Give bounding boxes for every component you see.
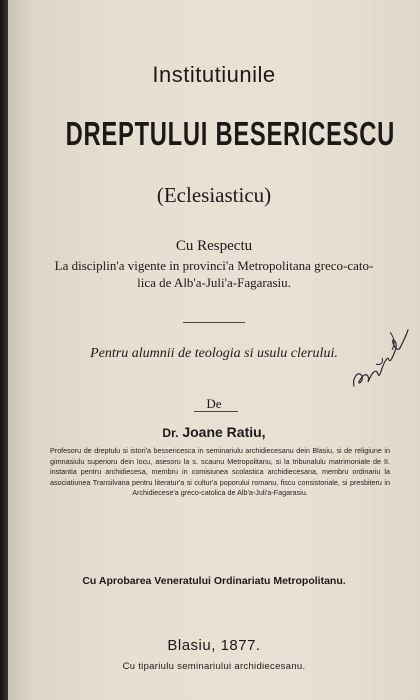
approbation-line: Cu Aprobarea Veneratului Ordinariatu Metropolitanu.	[82, 575, 346, 587]
by-label: De	[206, 396, 222, 411]
author-biography: Profesoru de dreptulu si istori'a bessericesca in seminariulu archidiecesanu dein Blasiu, si de religiune in gimnasiulu superioru dein locu, asesoru la s. scaunu Metropolitanu, si la tribunalulu matrimoniale de II. instantia pentru archidiecesa, membru in comisiunea scolastica archidiecesana, membru ordinariu la asociatiunea Transilvana pentru literatur'a si cultur'a poporului romanu, fiscu consistoriale, si presbiteru in Archidiecese'a greco-catolica de Alb'a-Juli'a-Fagarasiu.	[50, 446, 390, 498]
respect-line-1: La disciplin'a vigente in provinci'a Metropolitana greco-cato-	[54, 258, 374, 273]
respect-line-2: lica de Alb'a-Juli'a-Fagarasiu.	[137, 275, 291, 290]
divider-rule-short	[194, 411, 238, 412]
author-line	[8, 424, 420, 440]
title-page	[8, 0, 420, 700]
author-name: Joane Ratiu,	[182, 424, 266, 440]
imprint-place-year: Blasiu, 1877.	[167, 637, 261, 654]
divider-rule	[183, 322, 245, 323]
title-line-1: Institutiunile	[152, 62, 276, 87]
book-spine-shadow	[0, 0, 8, 700]
dedication-line: Pentru alumnii de teologia si usulu clerului.	[90, 346, 338, 361]
author-prefix: Dr.	[162, 426, 179, 440]
title-line-2: DREPTULUI BESERICESCU	[65, 115, 396, 152]
respect-heading: Cu Respectu	[175, 238, 253, 254]
imprint-printer: Cu tipariulu seminariului archidiecesanu.	[122, 661, 306, 672]
title-line-3: (Eclesiasticu)	[156, 183, 272, 207]
handwritten-signature-icon	[346, 320, 416, 400]
